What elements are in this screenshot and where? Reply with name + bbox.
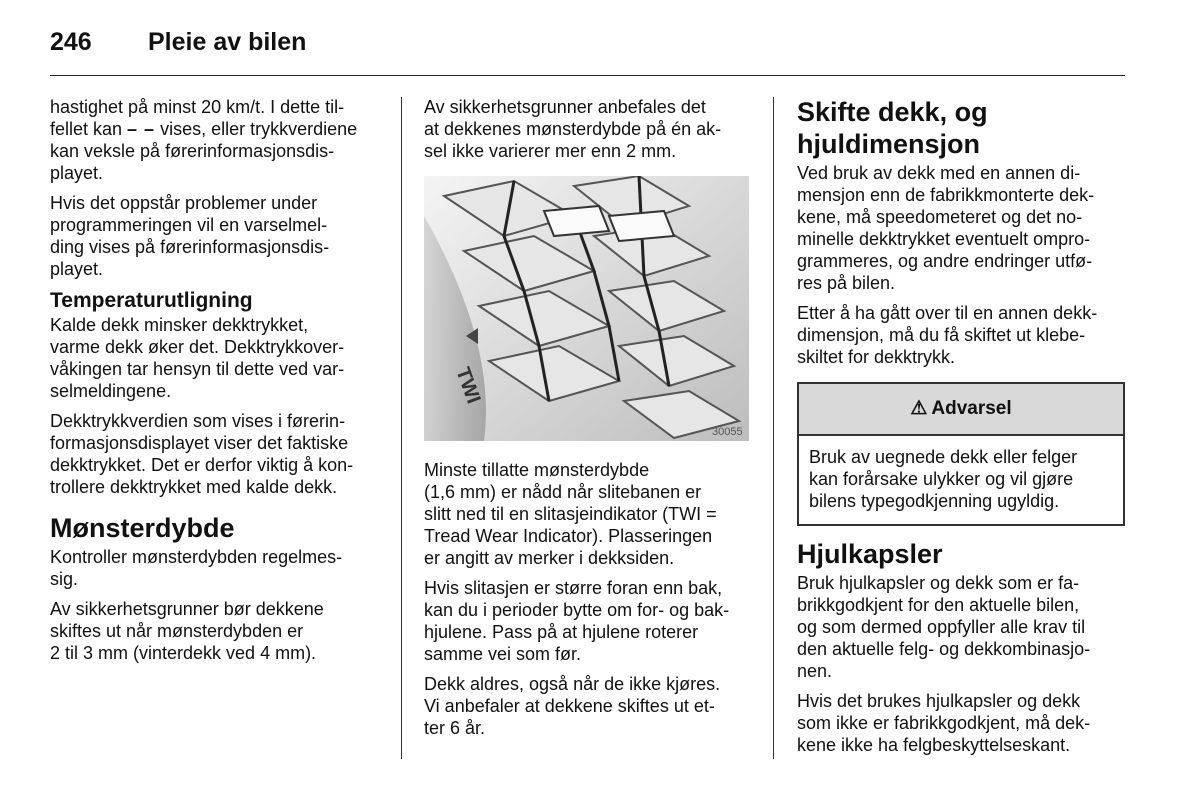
heading-monsterdybde: Mønsterdybde <box>50 513 235 543</box>
paragraph: Av sikkerhetsgrunner anbefales det at dekkenes mønsterdybde på én ak- sel ikke varierer mer enn 2 mm. <box>424 97 722 161</box>
paragraph: Hvis det oppstår problemer under programmeringen vil en varselmel- ding vises på førerinformasjonsdis- playet. <box>50 193 330 279</box>
tire-tread-drawing <box>424 176 749 441</box>
paragraph: Bruk hjulkapsler og dekk som er fa- brikkgodkjent for den aktuelle bilen, og som dermed oppfyller alle krav til den aktuelle felg- og dekkombinasjo- nen. <box>797 573 1091 681</box>
paragraph: Dekk aldres, også når de ikke kjøres. Vi anbefaler at dekkene skiftes ut et- ter 6 år. <box>424 674 721 738</box>
page-number: 246 <box>50 28 92 56</box>
warning-triangle-icon: ⚠ <box>910 398 928 419</box>
paragraph: Kontroller mønsterdybden regelmes- sig. <box>50 547 343 589</box>
paragraph: Kalde dekk minsker dekktrykket, varme dekk øker det. Dekktrykkover- våkingen tar hensyn til dette ved var- selmeldingene. <box>50 315 345 401</box>
heading-temperaturutligning: Temperaturutligning <box>50 289 253 312</box>
column-3 <box>797 92 1125 764</box>
column-divider-2 <box>773 97 774 759</box>
tire-tread-illustration <box>424 176 749 441</box>
column-2 <box>424 96 759 747</box>
paragraph: Hvis slitasjen er større foran enn bak, kan du i perioder bytte om for- og bak- hjulene. Pass på at hjulene roterer samme vei som før. <box>424 578 730 664</box>
page-header <box>50 28 1125 76</box>
warning-text: Bruk av uegnede dekk eller felger kan forårsake ulykker og vil gjøre bilens typegodkjenning ugyldig. <box>809 447 1078 511</box>
paragraph: Ved bruk av dekk med en annen di- mensjon enn de fabrikkmonterte dek- kene, må speedometeret og det no- minelle dekktrykket eventuelt ompro- grammeres, og andre endringer utfø- res på bilen. <box>797 163 1095 293</box>
paragraph: Etter å ha gått over til en annen dekk- dimensjon, må du få skiftet ut klebe- skiltet for dekktrykk. <box>797 303 1098 367</box>
warning-title: Advarsel <box>931 398 1012 419</box>
twi-label: TWI <box>451 364 485 407</box>
text-run: hastighet på minst 20 km/t. I dette til- fellet kan <box>50 97 345 139</box>
warning-header <box>799 384 1123 436</box>
heading-hjulkapsler: Hjulkapsler <box>797 539 943 569</box>
warning-box <box>797 382 1125 526</box>
paragraph: Av sikkerhetsgrunner bør dekkene skiftes ut når mønsterdybden er 2 til 3 mm (vinterdekk ved 4 mm). <box>50 599 324 663</box>
dash-symbol: – – <box>127 119 156 139</box>
header-rule <box>50 75 1125 76</box>
paragraph: Minste tillatte mønsterdybde (1,6 mm) er nådd når slitebanen er slitt ned til en slitasjeindikator (TWI = Tread Wear Indicator). Plasseringen er angitt av merker i dekksiden. <box>424 460 717 568</box>
paragraph <box>50 96 385 184</box>
paragraph: Dekktrykkverdien som vises i førerin- formasjonsdisplayet viser det faktiske dekktrykket. Det er derfor viktig å kon- trollere dekktrykket med kalde dekk. <box>50 411 354 497</box>
text-run: vises, eller trykkverdiene kan veksle på førerinformasjonsdis- playet. <box>50 119 358 183</box>
column-1 <box>50 96 385 672</box>
figure-code: 30055 <box>712 426 743 438</box>
column-divider-1 <box>401 97 402 759</box>
paragraph: Hvis det brukes hjulkapsler og dekk som ikke er fabrikkgodkjent, må dek- kene ikke ha felgbeskyttelseskant. <box>797 691 1091 755</box>
chapter-title: Pleie av bilen <box>148 28 307 56</box>
heading-skifte-dekk: Skifte dekk, og hjuldimensjon <box>797 97 988 159</box>
